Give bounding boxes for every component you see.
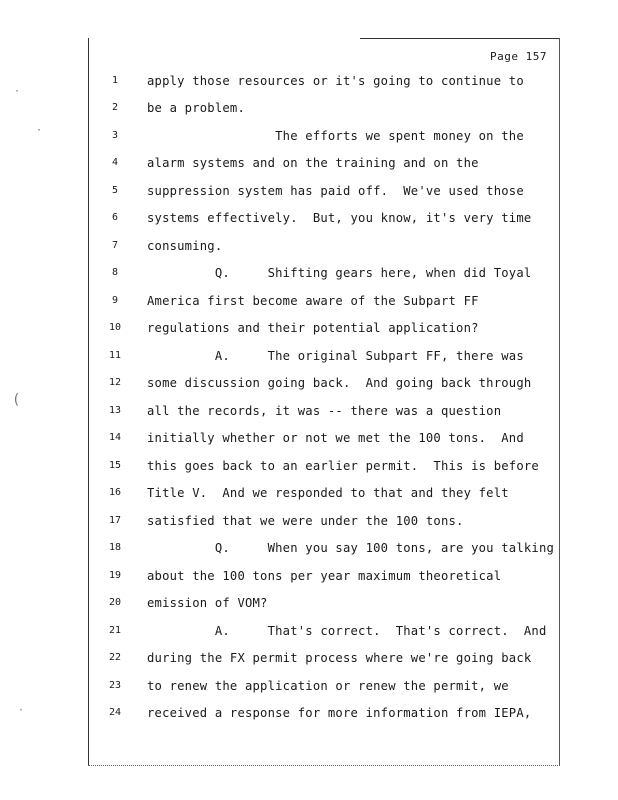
line-number: 11 [108, 350, 122, 361]
line-text: during the FX permit process where we're going back [147, 651, 532, 665]
line-text: systems effectively. But, you know, it's very time [147, 211, 532, 225]
line-text: received a response for more information from IEPA, [147, 706, 532, 720]
line-text: this goes back to an earlier permit. This is before [147, 459, 539, 473]
line-number: 5 [111, 185, 119, 196]
line-number: 4 [111, 157, 119, 168]
line-number: 8 [111, 267, 119, 278]
margin-tick: · [36, 125, 43, 136]
line-number: 6 [111, 212, 119, 223]
line-text: A. The original Subpart FF, there was [147, 349, 524, 363]
line-text: initially whether or not we met the 100 tons. And [147, 431, 524, 445]
line-text: about the 100 tons per year maximum theoretical [147, 569, 502, 583]
line-number: 7 [111, 240, 119, 251]
left-margin-rule [88, 38, 89, 766]
top-margin-rule [360, 38, 560, 39]
line-number: 13 [108, 405, 122, 416]
line-text: emission of VOM? [147, 596, 268, 610]
line-text: Q. Shifting gears here, when did Toyal [147, 266, 532, 280]
line-number: 12 [108, 377, 122, 388]
bottom-margin-rule [88, 765, 560, 766]
line-text: all the records, it was -- there was a question [147, 404, 502, 418]
line-number: 24 [108, 707, 122, 718]
line-number: 17 [108, 515, 122, 526]
margin-tick: · [18, 705, 25, 716]
line-text: A. That's correct. That's correct. And [147, 624, 547, 638]
line-number: 22 [108, 652, 122, 663]
line-number: 2 [111, 102, 119, 113]
line-number: 16 [108, 487, 122, 498]
line-text: Title V. And we responded to that and they felt [147, 486, 509, 500]
line-text: apply those resources or it's going to continue to [147, 74, 524, 88]
line-number: 18 [108, 542, 122, 553]
line-text: alarm systems and on the training and on the [147, 156, 479, 170]
line-text: some discussion going back. And going back through [147, 376, 532, 390]
line-text: to renew the application or renew the permit, we [147, 679, 509, 693]
margin-tick: · [14, 86, 21, 97]
line-number: 9 [111, 295, 119, 306]
line-text: be a problem. [147, 101, 245, 115]
line-number: 14 [108, 432, 122, 443]
line-text: America first become aware of the Subpart FF [147, 294, 479, 308]
line-text: satisfied that we were under the 100 tons. [147, 514, 464, 528]
line-text: Q. When you say 100 tons, are you talking [147, 541, 555, 555]
line-number: 15 [108, 460, 122, 471]
right-margin-rule [559, 38, 560, 766]
line-number: 19 [108, 570, 122, 581]
line-number: 10 [108, 322, 122, 333]
line-text: consuming. [147, 239, 223, 253]
line-number: 23 [108, 680, 122, 691]
line-number: 21 [108, 625, 122, 636]
page-number: Page 157 [490, 50, 547, 63]
line-number: 20 [108, 597, 122, 608]
line-text: regulations and their potential application? [147, 321, 479, 335]
margin-tick: ( [12, 392, 21, 408]
line-number: 1 [111, 75, 119, 86]
line-text: The efforts we spent money on the [147, 129, 524, 143]
line-number: 3 [111, 130, 119, 141]
line-text: suppression system has paid off. We've used those [147, 184, 524, 198]
